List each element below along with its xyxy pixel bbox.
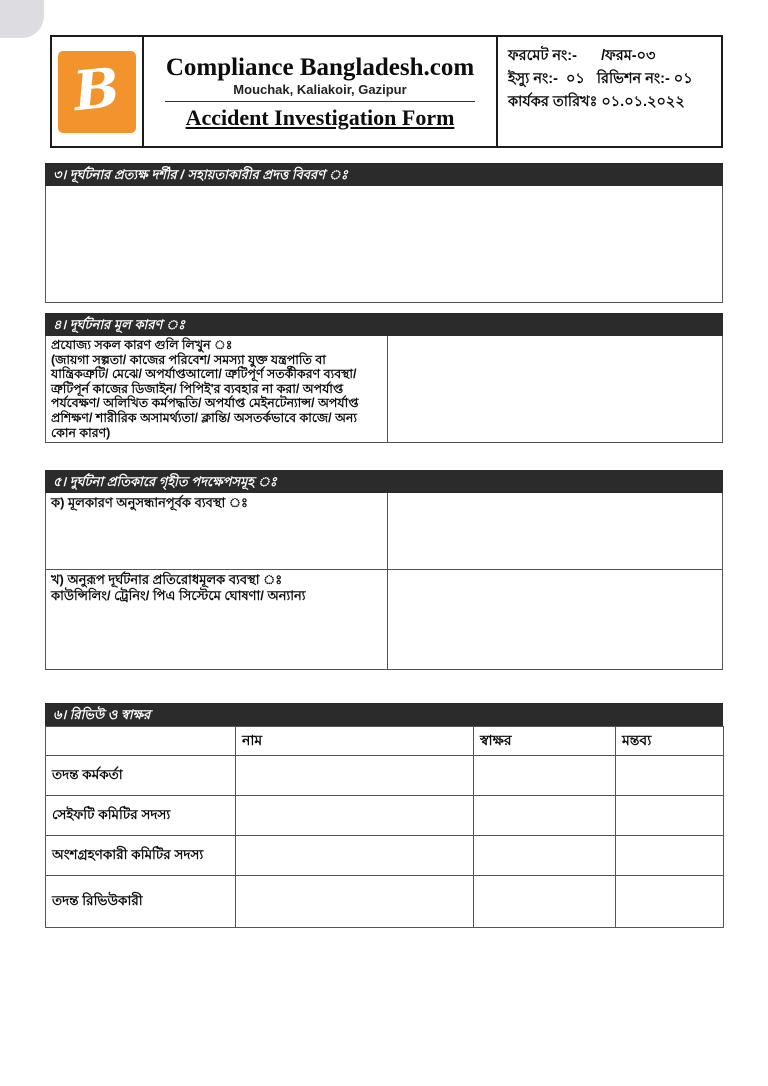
signature-cell bbox=[474, 756, 616, 796]
table-row bbox=[46, 756, 724, 796]
header-cell-name: নাম bbox=[236, 727, 474, 756]
company-address: Mouchak, Kaliakoir, Gazipur bbox=[233, 82, 407, 98]
section-5-header: ৫। দুর্ঘটনা প্রতিকারে গৃহীত পদক্ষেপসমূহ ঃ bbox=[45, 470, 723, 493]
table-row bbox=[46, 876, 724, 928]
remarks-cell bbox=[616, 876, 724, 928]
form-title: Accident Investigation Form bbox=[185, 105, 455, 131]
row-b-label: খ) অনুরূপ দূর্ঘটনার প্রতিরোধমূলক ব্যবস্থা ঃ bbox=[51, 572, 283, 587]
header bbox=[50, 35, 723, 148]
review-signature-table bbox=[45, 726, 724, 928]
section-5-row-b bbox=[45, 570, 723, 670]
section-4-table bbox=[45, 336, 723, 443]
section-4-header: ৪। দূর্ঘটনার মূল কারণ ঃ bbox=[45, 313, 723, 336]
section-4-answer-area bbox=[388, 336, 722, 442]
section-3-header: ৩। দূর্ঘটনার প্রত্যক্ষ দর্শীর / সহায়তাকারীর প্রদত্ত বিবরণ ঃ bbox=[45, 163, 723, 186]
section-6 bbox=[45, 703, 723, 928]
table-row bbox=[46, 796, 724, 836]
logo-cell bbox=[52, 37, 144, 146]
company-name: Compliance Bangladesh.com bbox=[165, 53, 475, 81]
name-cell bbox=[236, 756, 474, 796]
header-cell-signature: স্বাক্ষর bbox=[474, 727, 616, 756]
section-3 bbox=[45, 163, 723, 303]
section-5 bbox=[45, 470, 723, 670]
remarks-cell bbox=[616, 756, 724, 796]
section-4 bbox=[45, 313, 723, 443]
form-meta-box bbox=[496, 37, 721, 146]
section-6-header: ৬। রিভিউ ও স্বাক্ষর bbox=[45, 703, 723, 726]
name-cell bbox=[236, 876, 474, 928]
issue-revision-number: ইস্যু নং:- ০১ রিভিশন নং:- ০১ bbox=[508, 71, 693, 87]
section-5-row-a bbox=[45, 493, 723, 570]
name-cell bbox=[236, 836, 474, 876]
row-b-answer-area bbox=[388, 570, 722, 669]
row-label-investigating-officer: তদন্ত কর্মকর্তা bbox=[46, 756, 236, 796]
header-cell-blank bbox=[46, 727, 236, 756]
row-b-label-cell bbox=[46, 570, 388, 669]
form-title-separator bbox=[165, 101, 475, 131]
header-title-cell bbox=[144, 37, 496, 146]
signature-cell bbox=[474, 876, 616, 928]
signature-cell bbox=[474, 836, 616, 876]
row-a-label: ক) মূলকারণ অনুসন্ধানপূর্বক ব্যবস্থা ঃ bbox=[46, 493, 388, 569]
company-logo bbox=[58, 51, 136, 133]
table-header-row bbox=[46, 727, 724, 756]
section-4-causes-prompt bbox=[46, 336, 388, 442]
remarks-cell bbox=[616, 836, 724, 876]
name-cell bbox=[236, 796, 474, 836]
row-label-safety-committee-member: সেইফটি কমিটির সদস্য bbox=[46, 796, 236, 836]
row-label-investigation-reviewer: তদন্ত রিভিউকারী bbox=[46, 876, 236, 928]
header-cell-remarks: মন্তব্য bbox=[616, 727, 724, 756]
table-row bbox=[46, 836, 724, 876]
causes-prompt-heading: প্রযোজ্য সকল কারণ গুলি লিখুন ঃ bbox=[51, 338, 233, 352]
row-b-sublabel: কাউন্সিলিং/ ট্রেনিং/ পিএ সিস্টেমে ঘোষণা/ অন্যান্য bbox=[51, 588, 306, 603]
format-number: ফরমেট নং:- /ফরম-০৩ bbox=[508, 48, 656, 64]
scan-artifact bbox=[0, 0, 44, 38]
row-a-answer-area bbox=[388, 493, 722, 569]
logo-letter-icon: B bbox=[70, 54, 123, 123]
remarks-cell bbox=[616, 796, 724, 836]
causes-prompt-body: (জায়গা সল্পতা/ কাজের পরিবেশ/ সমস্যা যুক্ত যন্ত্রপাতি বা যান্ত্রিকত্রুটি/ মেঝে/ অপর্যাপ্তআলো/ ত্রুটিপূর্ণ সতর্কীকরণ ব্যবস্থা/ ত্রুটিপূর্ন কাজের ডিজাইন/ পিপিই'র ব্যবহার না করা/ অপর্যাপ্ত পর্যবেক্ষণ/ অলিখিত কর্মপদ্ধতি/ অপর্যাপ্ত মেইনটেন্যান্স/ অপর্যাপ্ত প্রশিক্ষণ/ শারীরিক অসামর্থ্যতা/ ক্লান্তি/ অসতর্কভাবে কাজে/ অন্য কোন কারণ) bbox=[51, 352, 359, 440]
signature-cell bbox=[474, 796, 616, 836]
row-label-participation-committee-member: অংশগ্রহণকারী কমিটির সদস্য bbox=[46, 836, 236, 876]
section-3-answer-area bbox=[45, 186, 723, 303]
effective-date: কার্যকর তারিখঃ ০১.০১.২০২২ bbox=[508, 94, 685, 110]
